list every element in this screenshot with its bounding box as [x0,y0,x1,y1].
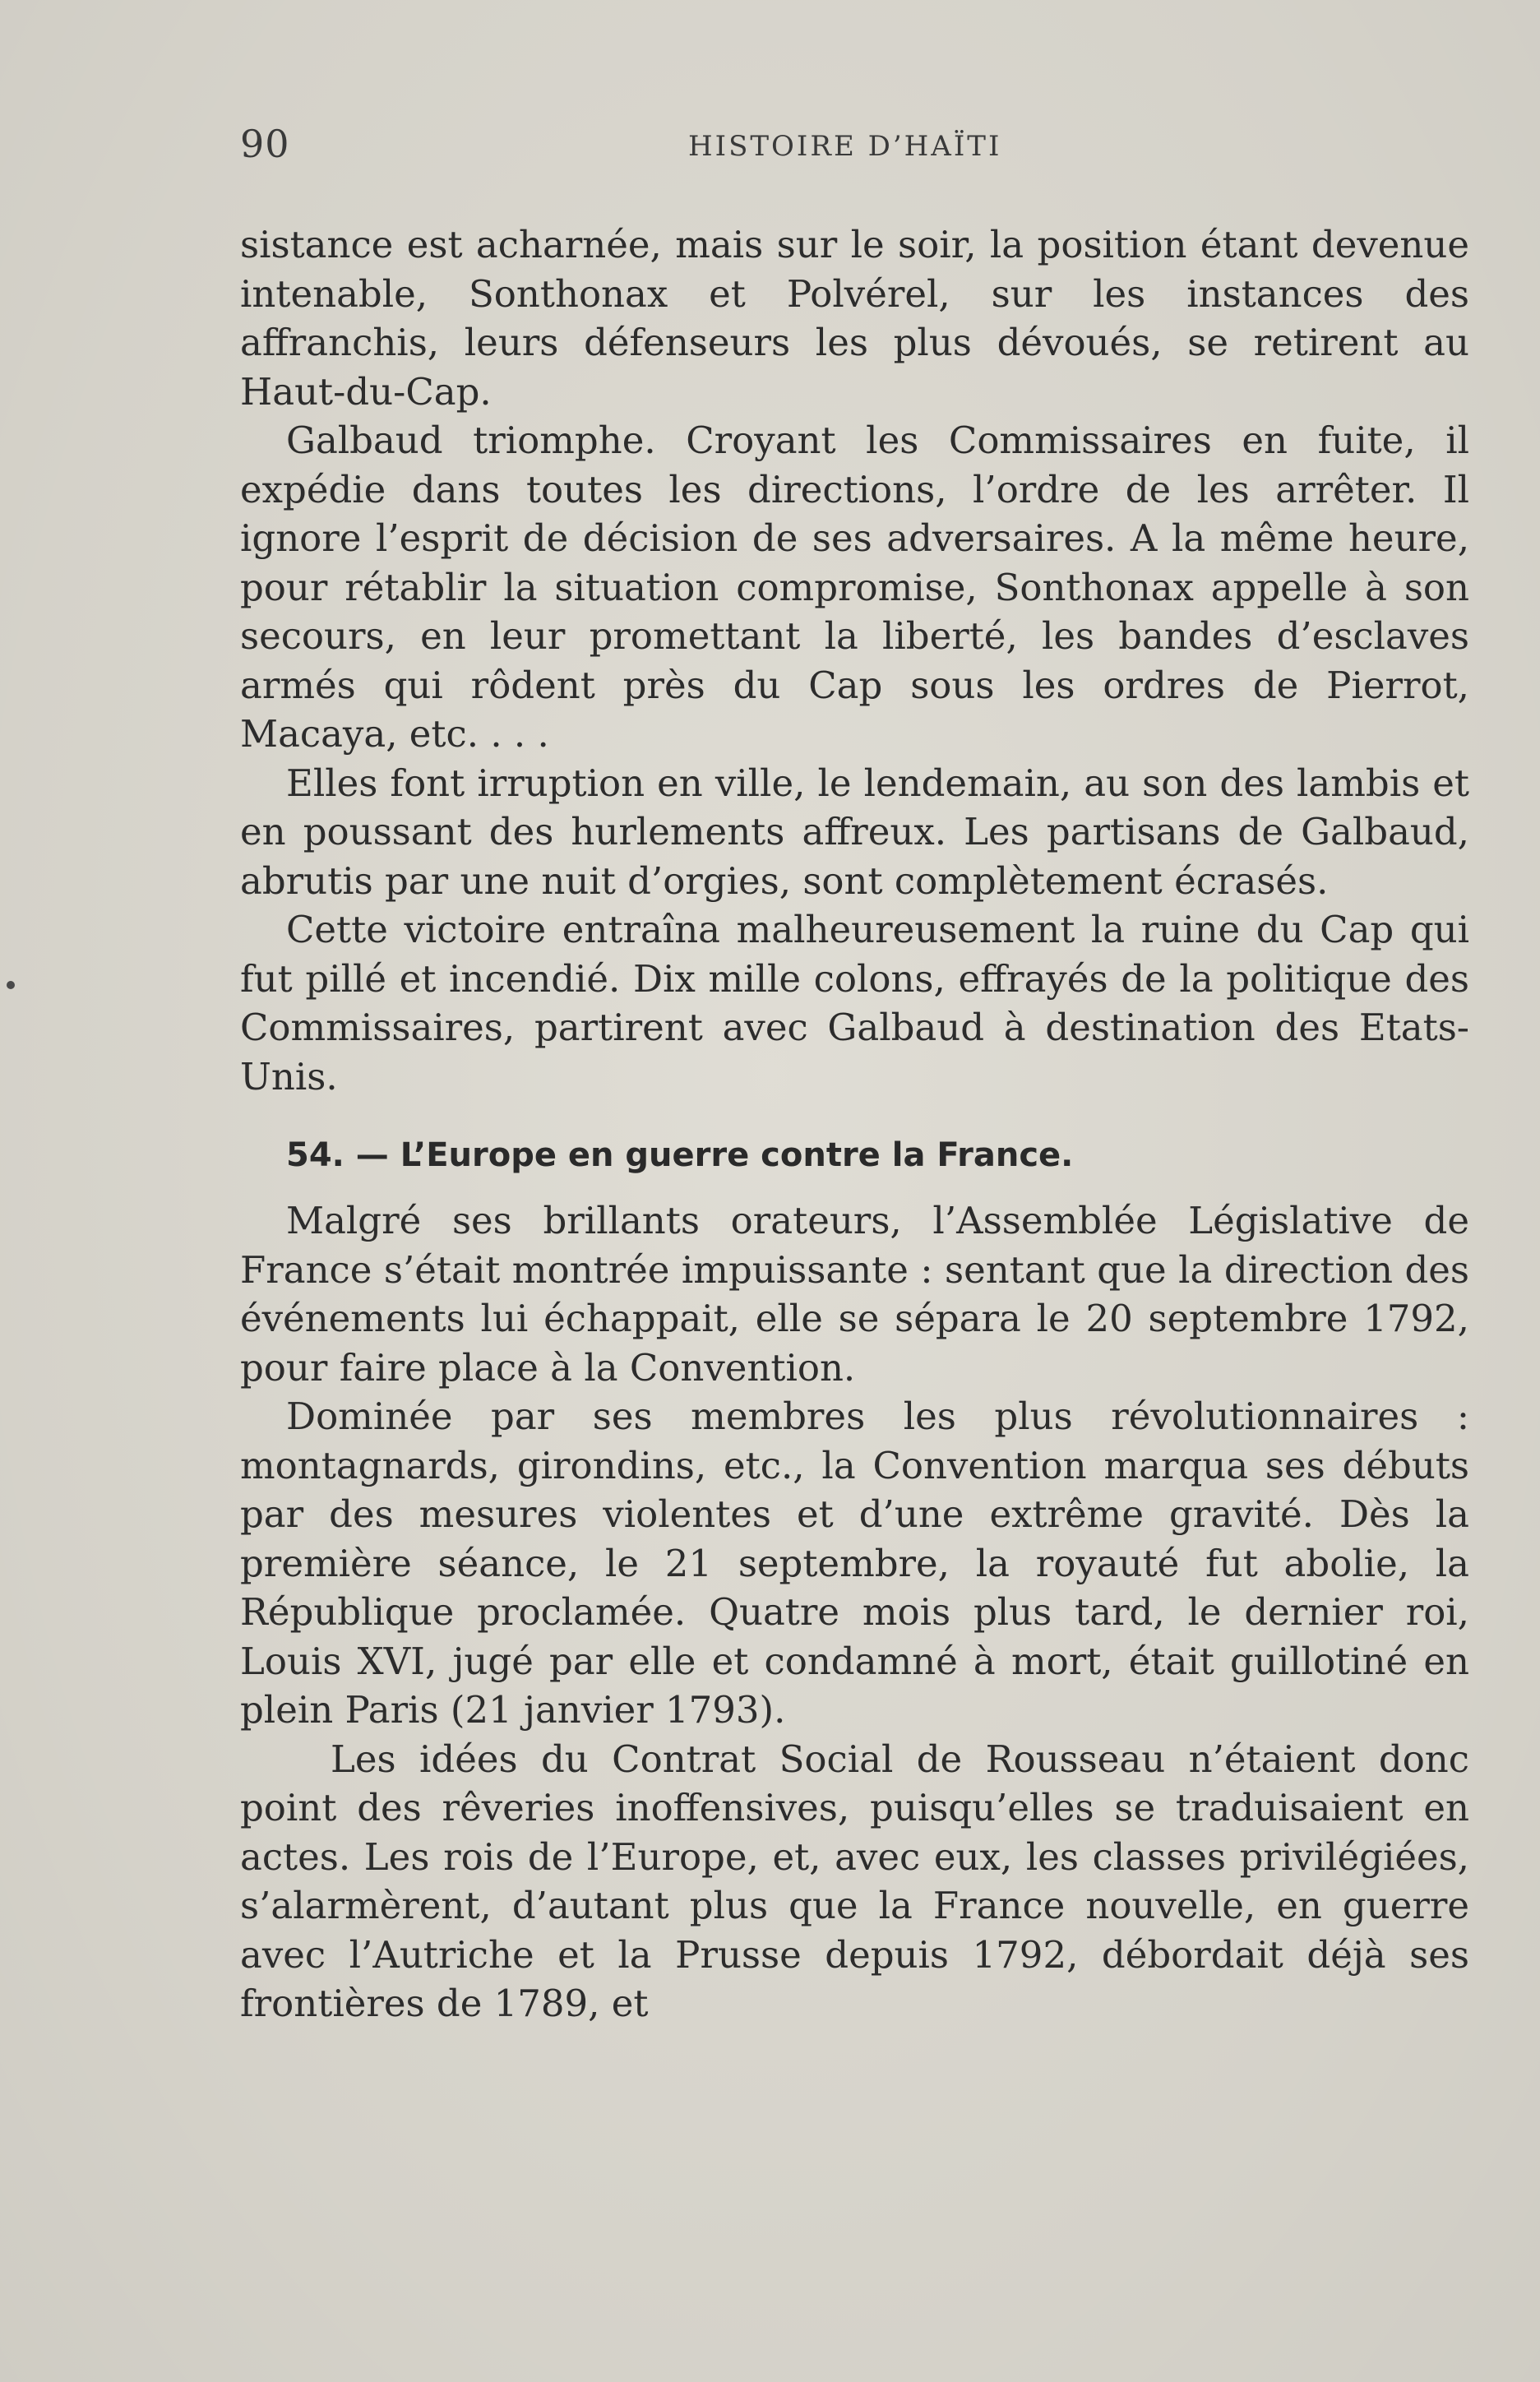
paragraph: Dominée par ses membres les plus révolutionnaires : montagnards, girondins, etc., la Convention marqua ses débuts par des mesures violentes et d’une extrême gravité. Dès la première séance, le 21 septembre, la royauté fut abolie, la République proclamée. Quatre mois plus tard, le dernier roi, Louis XVI, jugé par elle et condamné à mort, était guillotiné en plein Paris (21 janvier 1793). [240,1395,1469,1732]
paragraph: Cette victoire entraîna malheureusement la ruine du Cap qui fut pillé et incendié. Dix mille colons, effrayés de la politique des Commissaires, partirent avec Galbaud à destination des Etats-Unis. [240,908,1469,1098]
page-header [240,122,1473,171]
page-number: 90 [240,122,290,166]
running-head: HISTOIRE D’HAÏTI [688,130,1002,163]
paragraph: Galbaud triomphe. Croyant les Commissaires en fuite, il expédie dans toutes les directions, l’ordre de les arrêter. Il ignore l’esprit de décision de ses adversaires. A la même heure, pour rétablir la situation compromise, Sonthonax appelle à son secours, en leur promettant la liberté, les bandes d’esclaves armés qui rôdent près du Cap sous les ordres de Pierrot, Macaya, etc. . . . [240,419,1469,756]
paragraph-continuation: sistance est acharnée, mais sur le soir, la position étant devenue intenable, Sonthonax et Polvérel, sur les instances des affranchis, leurs défenseurs les plus dévoués, se retirent au Haut-du-Cap. [240,223,1469,414]
section-heading: 54. — L’Europe en guerre contre la France. [286,1136,1074,1174]
margin-dot-mark [7,981,15,989]
paragraph: Les idées du Contrat Social de Rousseau n’étaient donc point des rêveries inoffensives, puisqu’elles se traduisaient en actes. Les rois de l’Europe, et, avec eux, les classes privilégiées, s’alarmèrent, d’autant plus que la France nouvelle, en guerre avec l’Autriche et la Prusse depuis 1792, débordait déjà ses frontières de 1789, et [240,1737,1469,2025]
body-text [240,220,1469,2028]
paragraph: Malgré ses brillants orateurs, l’Assemblée Législative de France s’était montrée impuissante : sentant que la direction des événements lui échappait, elle se sépara le 20 septembre 1792, pour faire place à la Convention. [240,1199,1469,1390]
paragraph: Elles font irruption en ville, le lendemain, au son des lambis et en poussant des hurlements affreux. Les partisans de Galbaud, abrutis par une nuit d’orgies, sont complètement écrasés. [240,761,1469,903]
